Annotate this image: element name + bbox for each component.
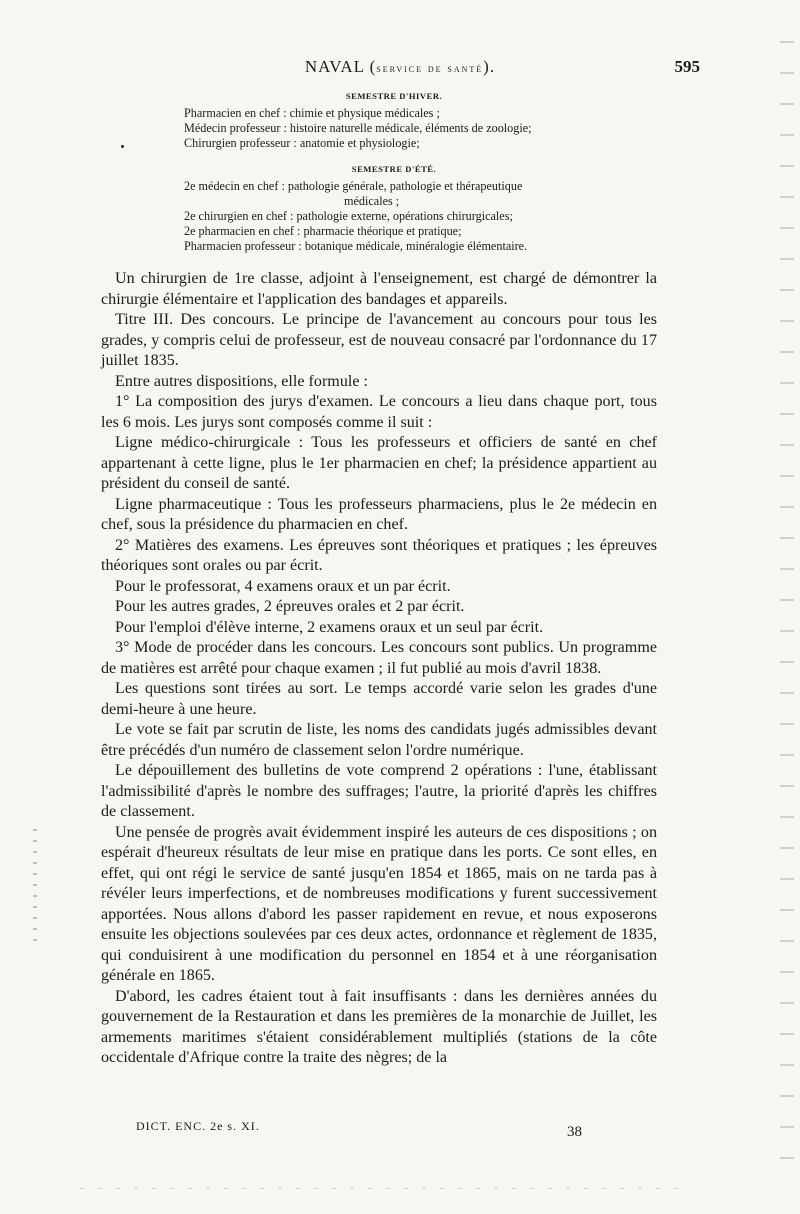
winter-line: Médecin professeur : histoire naturelle médicale, éléments de zoologie; <box>184 121 532 135</box>
paragraph: 3° Mode de procéder dans les concours. Les concours sont publics. Un programme de matières est arrêté pour chaque examen ; il fut publié au mois d'avril 1838. <box>101 639 657 677</box>
winter-semester-block <box>184 89 604 151</box>
paragraph: Une pensée de progrès avait évidemment inspiré les auteurs de ces dispositions ; on espérait d'heureux résultats de leur mise en pratique dans les ports. Ce sont elles, en effet, qui ont régi le service de santé jusqu'en 1854 et 1865, mais on ne tarda pas à révéler leurs imperfections, et de nombreuses modifications y furent successivement apportées. Nous allons d'abord les passer rapidement en revue, et nous exposerons ensuite les objections soulevées par ces deux actes, ordonnance et règlement de 1835, qui conduisirent à une modification du personnel en 1854 et à une réorganisation générale en 1865. <box>101 823 657 984</box>
running-title-main: NAVAL ( <box>304 57 377 76</box>
paragraph: Pour l'emploi d'élève interne, 2 examens oraux et un seul par écrit. <box>115 618 544 636</box>
paragraph: Ligne médico-chirurgicale : Tous les professeurs et officiers de santé en chef appartenant à cette ligne, plus le 1er pharmacien en chef; la présidence appartient au président du conseil de santé. <box>101 434 657 492</box>
paragraph: 1° La composition des jurys d'examen. Le concours a lieu dans chaque port, tous les 6 mois. Les jurys sont composés comme il suit : <box>101 393 657 431</box>
paragraph: Les questions sont tirées au sort. Le temps accordé varie selon les grades d'une demi-heure à une heure. <box>101 680 657 718</box>
body-text <box>101 269 657 1069</box>
signature-mark: DICT. ENC. 2e s. XI. <box>136 1119 260 1133</box>
running-title-sub: service de santé <box>376 63 484 75</box>
paragraph: Entre autres dispositions, elle formule : <box>115 372 368 390</box>
paragraph: Le dépouillement des bulletins de vote comprend 2 opérations : l'une, établissant l'admissibilité d'après le nombre des suffrages; l'autre, la priorité d'après les chiffres de classement. <box>101 762 657 820</box>
winter-line: Chirurgien professeur : anatomie et physiologie; <box>184 136 420 150</box>
summer-line: 2e pharmacien en chef : pharmacie théorique et pratique; <box>184 224 462 238</box>
paragraph: Pour les autres grades, 2 épreuves orales et 2 par écrit. <box>115 598 465 615</box>
running-title-end: ). <box>483 57 496 76</box>
running-header <box>100 57 700 81</box>
left-margin-marks <box>33 820 37 950</box>
summer-semester-block <box>184 162 604 254</box>
paragraph: 2° Matières des examens. Les épreuves sont théoriques et pratiques ; les épreuves théoriques sont orales ou par écrit. <box>101 536 657 574</box>
winter-line: Pharmacien en chef : chimie et physique médicales ; <box>184 106 440 120</box>
paragraph: Un chirurgien de 1re classe, adjoint à l'enseignement, est chargé de démontrer la chirurgie élémentaire et l'application des bandages et appareils. <box>101 270 657 308</box>
summer-line: Pharmacien professeur : botanique médicale, minéralogie élémentaire. <box>184 239 528 253</box>
page-edge-marks <box>780 25 794 1185</box>
paragraph: Le vote se fait par scrutin de liste, les noms des candidats jugés admissibles devant être précédés d'un numéro de classement selon l'ordre numérique. <box>101 721 657 759</box>
paragraph: Pour le professorat, 4 examens oraux et un par écrit. <box>115 577 451 595</box>
summer-line: médicales ; <box>344 194 400 208</box>
summer-semester-title: SEMESTRE D'ÉTÉ. <box>351 164 437 174</box>
paragraph: D'abord, les cadres étaient tout à fait insuffisants : dans les dernières années du gouvernement de la Restauration et dans les premières de la monarchie de Juillet, les armements maritimes s'étaient considérablement multipliés (stations de la côte occidentale d'Afrique contre la traite des nègres; de la <box>101 987 657 1066</box>
page-number: 595 <box>674 57 700 76</box>
winter-semester-title: SEMESTRE D'HIVER. <box>345 91 443 101</box>
bottom-edge-marks <box>80 1188 680 1189</box>
paragraph: Ligne pharmaceutique : Tous les professeurs pharmaciens, plus le 2e médecin en chef, sous la présidence du pharmacien en chef. <box>101 495 657 533</box>
running-title <box>100 57 700 77</box>
signature-number: 38 <box>567 1124 582 1140</box>
summer-line: 2e médecin en chef : pathologie générale, pathologie et thérapeutique <box>184 179 523 193</box>
ink-dot <box>121 145 124 148</box>
paragraph: Titre III. Des concours. Le principe de l'avancement au concours pour tous les grades, y compris celui de professeur, est de nouveau consacré par l'ordonnance du 17 juillet 1835. <box>101 311 657 369</box>
summer-line: 2e chirurgien en chef : pathologie externe, opérations chirurgicales; <box>184 209 513 223</box>
